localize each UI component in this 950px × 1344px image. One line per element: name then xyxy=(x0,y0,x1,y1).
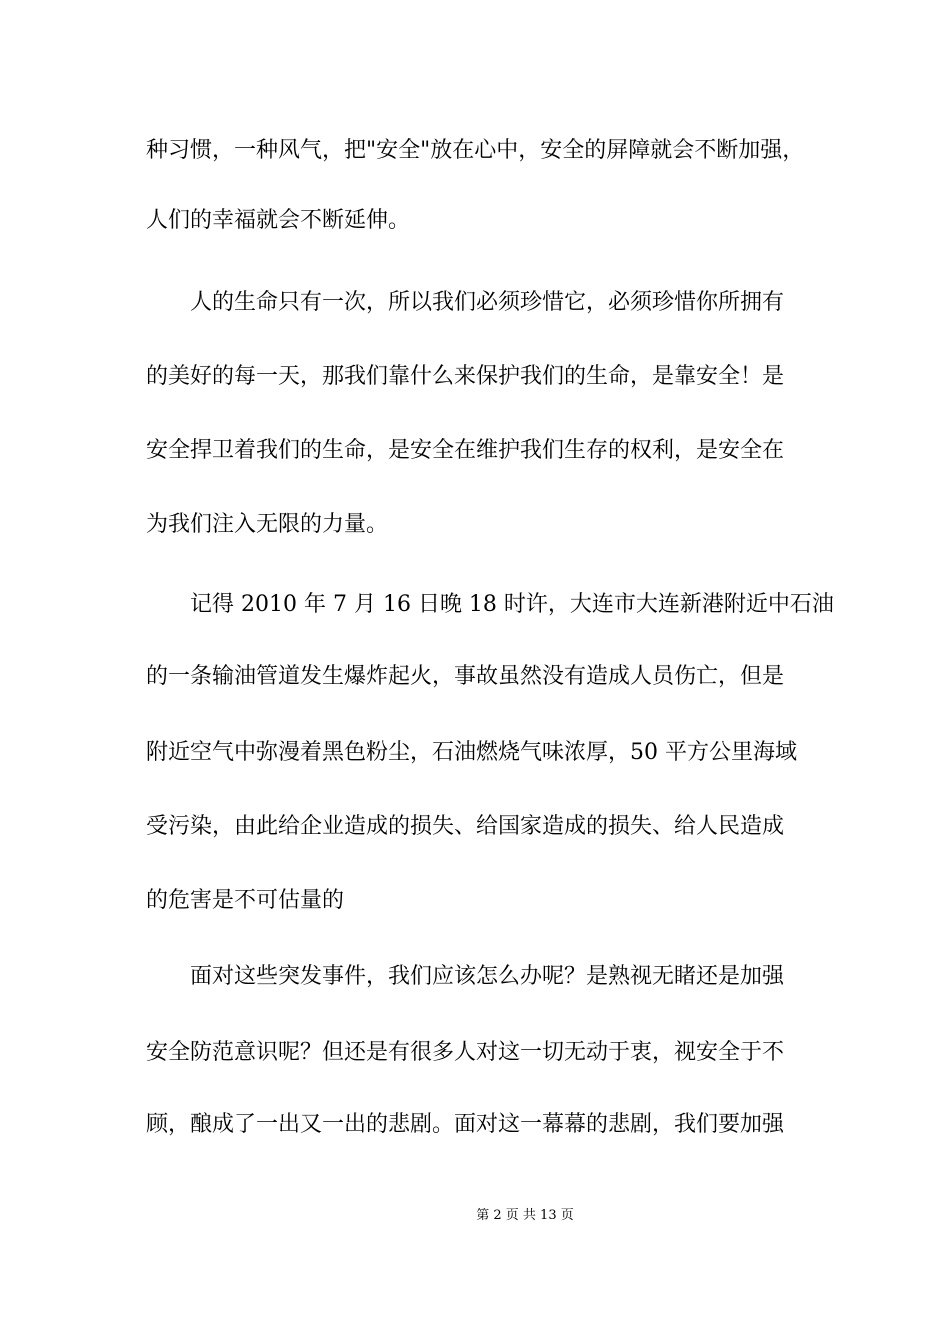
paragraph-first-line: 记得 2010 年 7 月 16 日晚 18 时许，大连市大连新港附近中石油 xyxy=(190,592,834,617)
text-line: 附近空气中弥漫着黑色粉尘，石油燃烧气味浓厚，50 平方公里海域 xyxy=(146,740,797,765)
text-line: 安全捍卫着我们的生命，是安全在维护我们生存的权利，是安全在 xyxy=(146,438,785,463)
paragraph-first-line: 人的生命只有一次，所以我们必须珍惜它，必须珍惜你所拥有 xyxy=(190,290,785,315)
paragraph-first-line: 面对这些突发事件，我们应该怎么办呢？是熟视无睹还是加强 xyxy=(190,964,785,989)
text-line: 为我们注入无限的力量。 xyxy=(146,512,389,537)
text-line: 种习惯，一种风气，把"安全"放在心中，安全的屏障就会不断加强， xyxy=(146,138,805,163)
page-number-footer: 第 2 页 共 13 页 xyxy=(476,1208,574,1223)
text-line: 安全防范意识呢？但还是有很多人对这一切无动于衷，视安全于不 xyxy=(146,1040,785,1065)
text-line: 顾，酿成了一出又一出的悲剧。面对这一幕幕的悲剧，我们要加强 xyxy=(146,1112,785,1137)
text-line: 的危害是不可估量的 xyxy=(146,888,345,913)
text-line: 的美好的每一天，那我们靠什么来保护我们的生命，是靠安全！是 xyxy=(146,364,785,389)
text-line: 受污染，由此给企业造成的损失、给国家造成的损失、给人民造成 xyxy=(146,814,785,839)
text-line: 的一条输油管道发生爆炸起火，事故虽然没有造成人员伤亡，但是 xyxy=(146,664,785,689)
text-line: 人们的幸福就会不断延伸。 xyxy=(146,208,411,233)
